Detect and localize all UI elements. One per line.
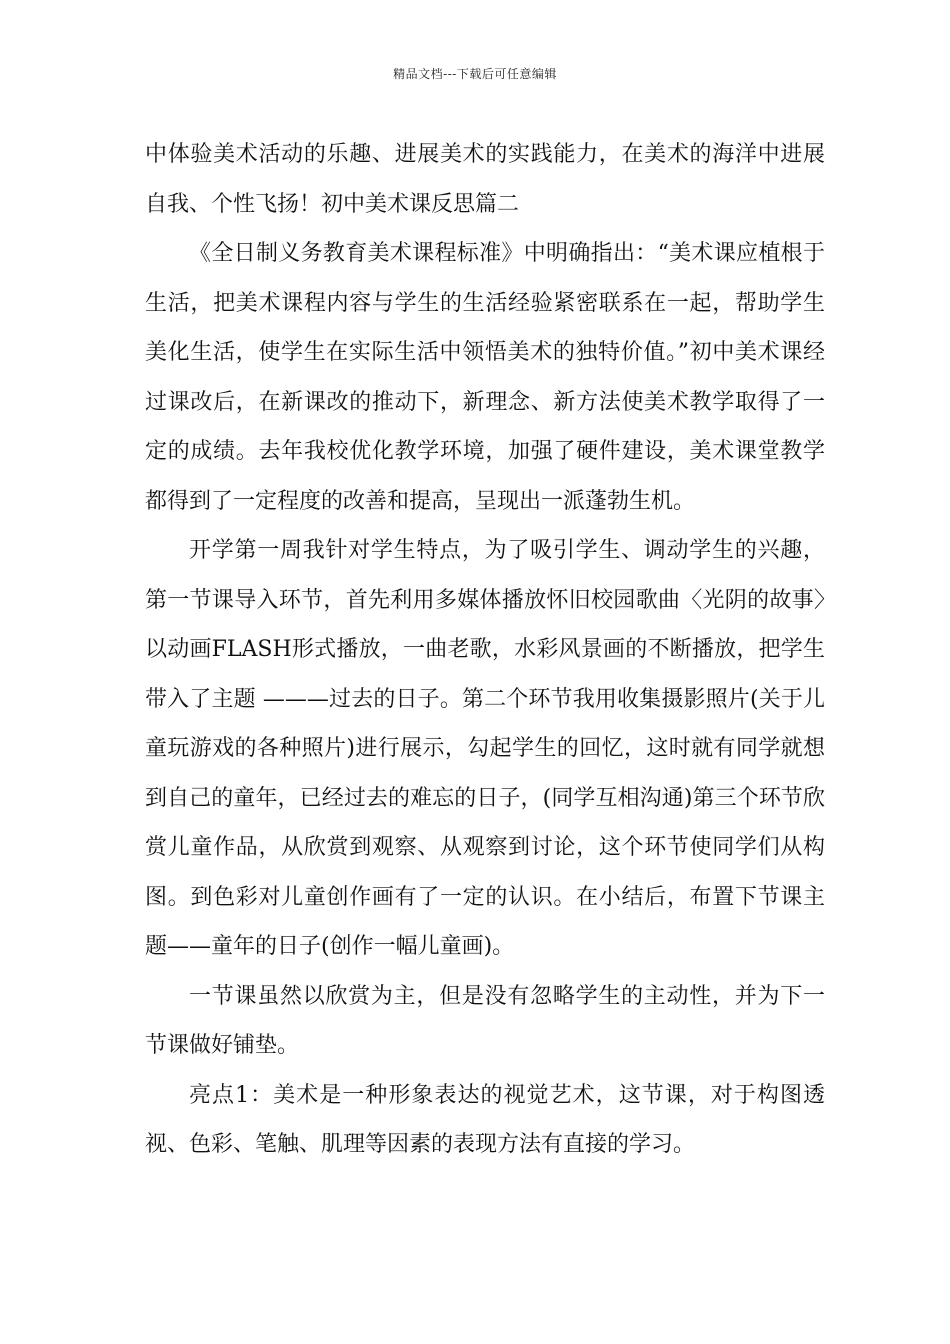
paragraph-first-week-lesson: 开学第一周我针对学生特点，为了吸引学生、调动学生的兴趣，第一节课导入环节，首先利用多媒体播放怀旧校园歌曲〈光阴的故事〉以动画FLASH形式播放，一曲老歌，水彩风景画的不断播放，把学生带入了主题 ———过去的日子。第二个环节我用收集摄影照片(关于儿童玩游戏的各种照片)进行展示，勾起学生的回忆，这时就有同学就想到自己的童年，已经过去的难忘的日子，(同学互相沟通)第三个环节欣赏儿童作品，从欣赏到观察、从观察到讨论，这个环节使同学们从构图。到色彩对儿童创作画有了一定的认识。在小结后，布置下节课主题——童年的日子(创作一幅儿童画)。 xyxy=(145,538,825,959)
paragraph-continuation: 中体验美术活动的乐趣、进展美术的实践能力，在美术的海洋中进展自我、个性飞扬！初中美术课反思篇二 xyxy=(145,142,825,217)
paragraph-curriculum-standard: 《全日制义务教育美术课程标准》中明确指出：“美术课应植根于生活，把美术课程内容与学生的生活经验紧密联系在一起，帮助学生美化生活，使学生在实际生活中领悟美术的独特价值。”初中美术课经过课改后，在新课改的推动下，新理念、新方法使美术教学取得了一定的成绩。去年我校优化教学环境，加强了硬件建设，美术课堂教学都得到了一定程度的改善和提高，呈现出一派蓬勃生机。 xyxy=(145,241,825,514)
page-header: 精品文档---下载后可任意编辑 xyxy=(393,67,557,81)
paragraph-lesson-summary: 一节课虽然以欣赏为主，但是没有忽略学生的主动性，并为下一节课做好铺垫。 xyxy=(145,983,825,1058)
document-body xyxy=(145,130,825,1170)
paragraph-highlight-1: 亮点1：美术是一种形象表达的视觉艺术，这节课，对于构图透视、色彩、笔触、肌理等因素的表现方法有直接的学习。 xyxy=(145,1082,825,1157)
